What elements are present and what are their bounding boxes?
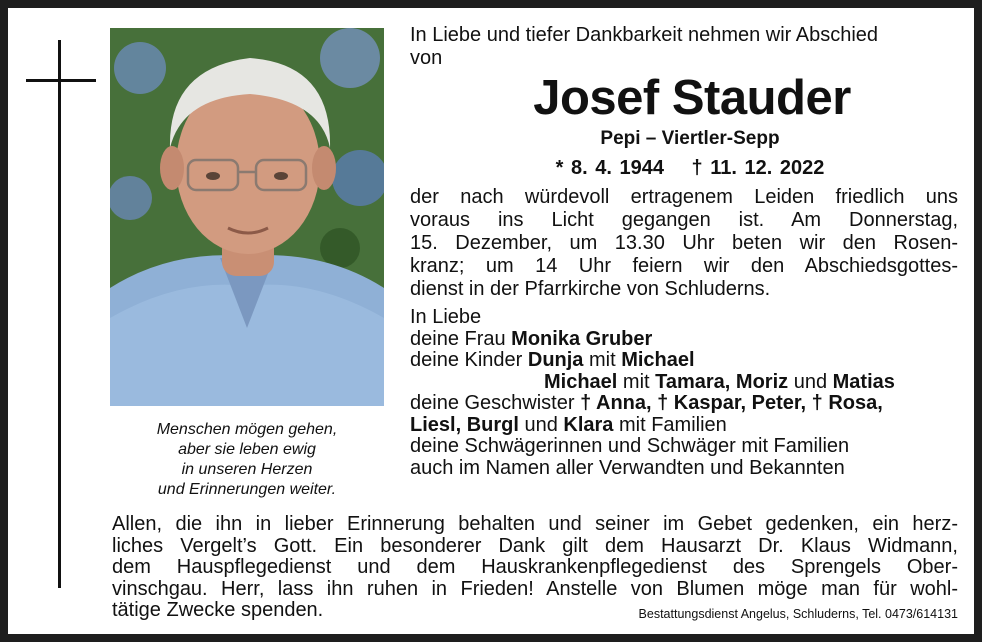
quote-line: und Erinnerungen weiter.: [157, 481, 337, 498]
mourner-siblings: deine Geschwister † Anna, † Kaspar, Peter, † Rosa,: [410, 392, 883, 414]
quote-line: Menschen mögen gehen,: [156, 421, 338, 438]
thanks-line: liches Vergelt’s Gott. Ein besonderer Dank gilt dem Hausarzt Dr. Klaus Widmann,: [112, 534, 958, 557]
thanks-line: Allen, die ihn in lieber Erinnerung behalten und seiner im Gebet gedenken, ein herz-: [112, 513, 958, 535]
intro-line: von: [410, 47, 443, 69]
text-line: kranz; um 14 Uhr feiern wir den Abschiedsgottes-: [410, 255, 958, 277]
announcement-text: [410, 186, 958, 301]
obituary-card: [8, 8, 974, 634]
cross-horizontal-bar: [26, 79, 96, 82]
portrait-illustration: [110, 28, 384, 406]
quote-line: aber sie leben ewig: [178, 441, 316, 458]
mourner-relatives: auch im Namen aller Verwandten und Bekannten: [410, 456, 845, 479]
cross-vertical-bar: [58, 40, 61, 588]
funeral-service-credit: Bestattungsdienst Angelus, Schluderns, Tel. 0473/614131: [638, 607, 958, 621]
text-line: voraus ins Licht gegangen ist. Am Donnerstag,: [410, 209, 958, 231]
portrait-photo: [110, 28, 384, 406]
nickname: Pepi – Viertler-Sepp: [600, 128, 780, 149]
intro-line: In Liebe und tiefer Dankbarkeit nehmen wir Abschied: [410, 24, 879, 46]
life-dates: [410, 156, 958, 180]
memorial-quote: [112, 420, 382, 500]
mourner-children-2: Michael mit Tamara, Moriz und Matias: [544, 370, 895, 393]
mourner-children: deine Kinder Dunja mit Michael: [410, 349, 695, 371]
in-liebe: In Liebe: [410, 306, 482, 328]
announcement-column: [410, 24, 958, 479]
thanks-line: dem Hauspflegedienst und dem Hauskrankenpflegedienst des Sprengels Ober-: [112, 556, 958, 578]
mourners-list: [410, 307, 958, 479]
thanks-line: vinschgau. Herr, lass ihn ruhen in Frieden! Anstelle von Blumen möge man für wohl-: [112, 577, 958, 600]
deceased-name: Josef Stauder: [533, 71, 851, 125]
mourner-wife: deine Frau Monika Gruber: [410, 327, 653, 350]
text-line: 15. Dezember, um 13.30 Uhr beten wir den Rosen-: [410, 232, 958, 254]
text-line: der nach würdevoll ertragenem Leiden friedlich uns: [410, 186, 958, 208]
mourner-in-laws: deine Schwägerinnen und Schwäger mit Familien: [410, 435, 850, 457]
text-line: dienst in der Pfarrkirche von Schluderns.: [410, 278, 771, 300]
mourner-siblings-2: Liesl, Burgl und Klara mit Familien: [410, 413, 727, 436]
birth-date: * 8. 4. 1944: [555, 157, 664, 179]
quote-line: in unseren Herzen: [181, 461, 313, 478]
death-date: † 11. 12. 2022: [691, 157, 825, 179]
thanks-line: tätige Zwecke spenden.: [112, 599, 324, 621]
